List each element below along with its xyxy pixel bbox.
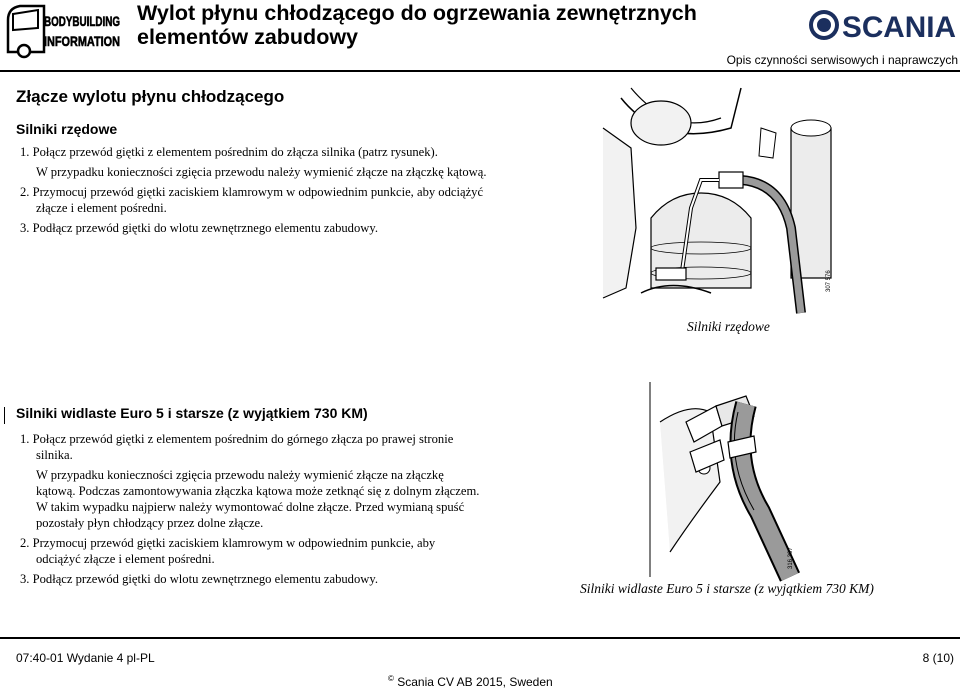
inline-engine-illustration (601, 88, 841, 316)
section-heading: Złącze wylotu płynu chłodzącego (16, 87, 285, 106)
logo-line-2: INFORMATION (44, 33, 120, 49)
step-item: 2. Przymocuj przewód giętki zaciskiem klamrowym w odpowiednim punkcie, aby odciążyć złącze i element pośredni. (20, 185, 484, 215)
step-item: 3. Podłącz przewód giętki do wlotu zewnętrznego elementu zabudowy. (20, 572, 379, 586)
step-item: 3. Podłącz przewód giętki do wlotu zewnętrznego elementu zabudowy. (20, 221, 379, 235)
step-item: 1. Połącz przewód giętki z elementem pośrednim do złącza silnika (patrz rysunek). (20, 145, 438, 159)
header-divider (0, 70, 960, 72)
vee-engine-illustration (650, 382, 805, 577)
vee-figure-id: 316 307 (788, 547, 794, 569)
inline-figure-id: 307 576 (826, 270, 832, 292)
document-subtitle: Opis czynności serwisowych i naprawczych (726, 53, 958, 67)
step-note: W przypadku konieczności zgięcia przewodu należy wymienić złącze na złączkę kątową. (36, 165, 487, 179)
copyright-text: Scania CV AB 2015, Sweden (397, 675, 553, 689)
footer-page-number: 8 (10) (922, 651, 954, 665)
copyright-symbol: © (388, 674, 394, 683)
step-item: 2. Przymocuj przewód giętki zaciskiem klamrowym w odpowiednim punkcie, aby odciążyć złącze i element pośredni. (20, 536, 436, 566)
bodybuilding-information-logo (4, 2, 122, 58)
vee-engines-heading: Silniki widlaste Euro 5 i starsze (z wyjątkiem 730 KM) (16, 405, 368, 421)
inline-engines-heading: Silniki rzędowe (16, 121, 118, 137)
vee-figure-caption: Silniki widlaste Euro 5 i starsze (z wyjątkiem 730 KM) (580, 581, 874, 596)
footer-copyright (388, 674, 553, 689)
revision-change-bar (4, 407, 5, 424)
inline-figure-caption: Silniki rzędowe (687, 319, 770, 334)
scania-logo (808, 8, 958, 42)
vee-engines-steps (20, 431, 480, 587)
document-title: Wylot płynu chłodzącego do ogrzewania zewnętrznych elementów zabudowy (137, 1, 697, 49)
logo-line-1: BODYBUILDING (44, 13, 121, 29)
footer-divider (0, 637, 960, 639)
step-note: W przypadku konieczności zgięcia przewodu należy wymienić złącze na złączkę kątową. Podczas zamontowywania złączka kątowa może zetknąć się z dolnym złączem. W takim wypadku najpierw należy wymontować dolne złącze. Przed wymianą spuść pozostały płyn chłodzący przez dolne złącze. (36, 468, 480, 530)
footer-edition: 07:40-01 Wydanie 4 pl-PL (16, 651, 155, 665)
step-item: 1. Połącz przewód giętki z elementem pośrednim do górnego złącza po prawej stronie silnika. (20, 432, 454, 462)
scania-wordmark: SCANIA (842, 11, 956, 44)
inline-engines-steps (20, 144, 490, 236)
